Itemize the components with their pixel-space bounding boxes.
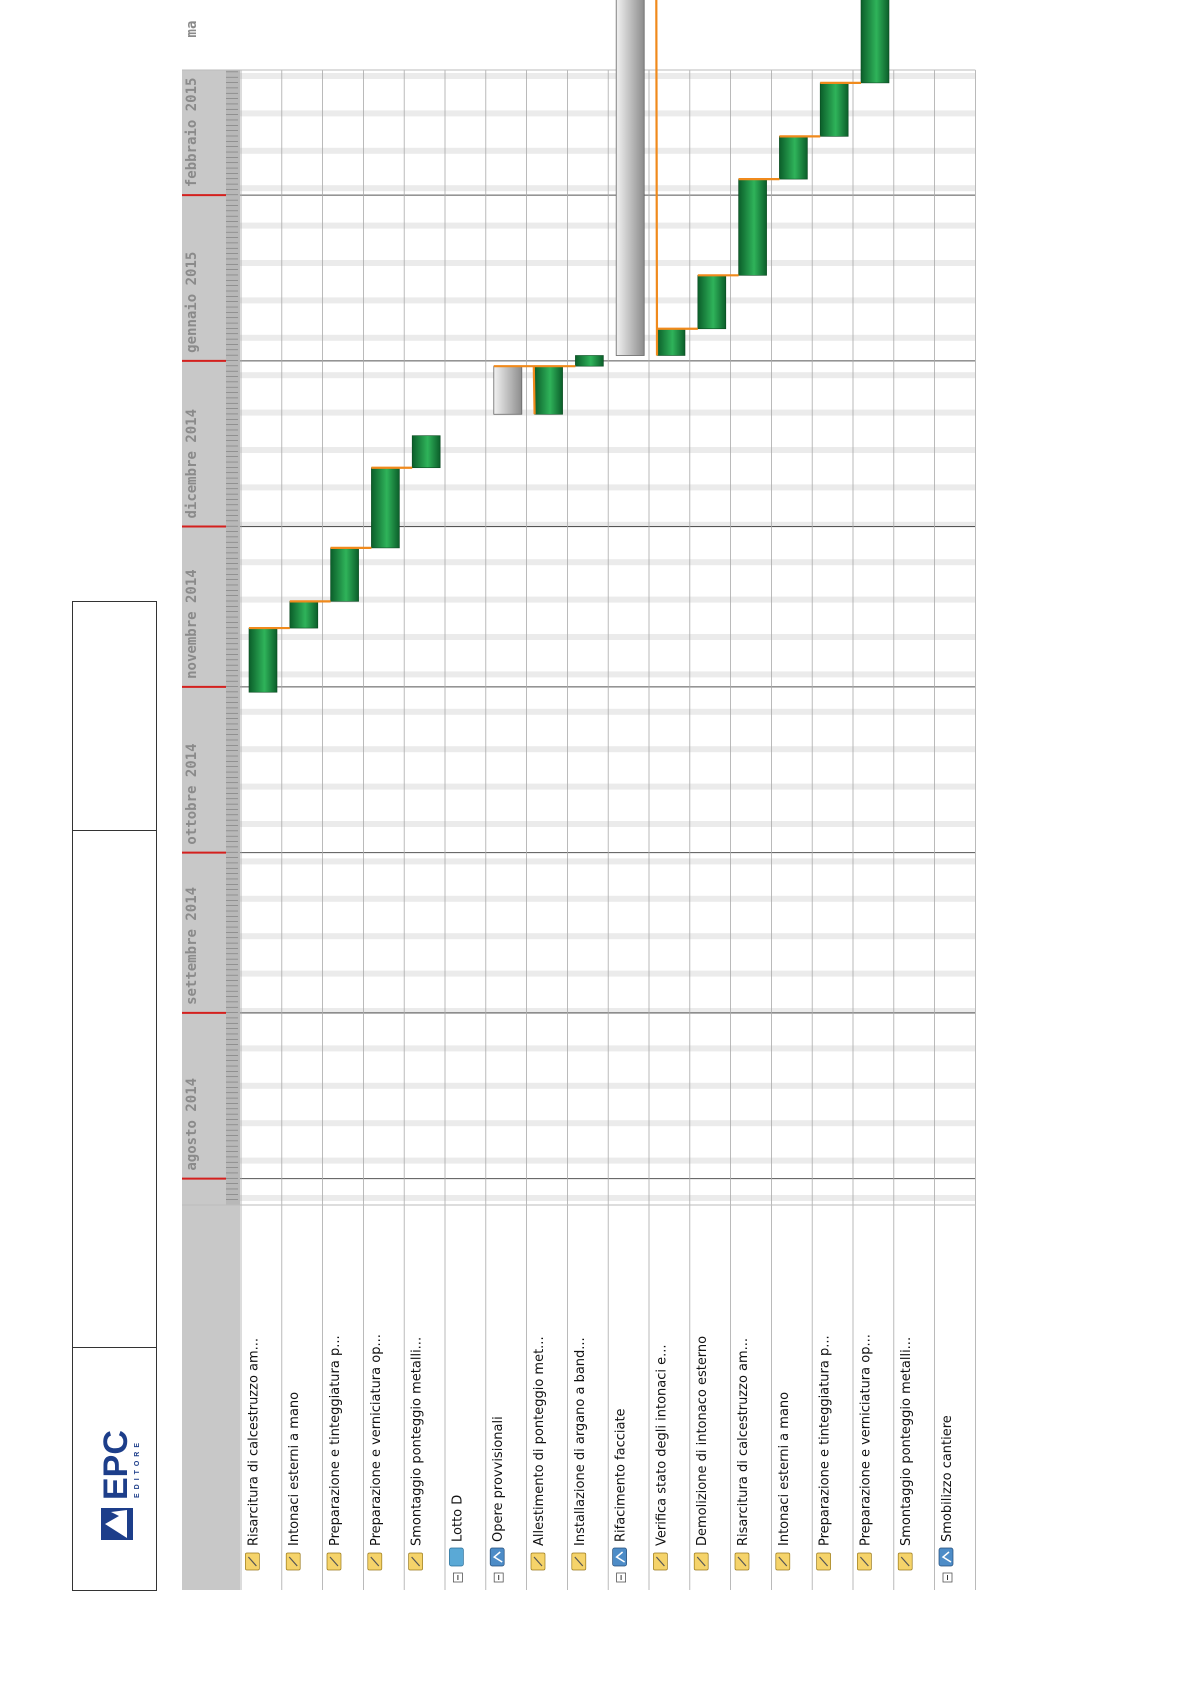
task-bar	[657, 329, 685, 356]
row-label-group	[898, 1337, 914, 1570]
month-label: settembre 2014	[184, 886, 200, 1005]
week-stripe	[240, 896, 975, 902]
week-stripe	[240, 634, 975, 640]
bars	[249, 0, 971, 692]
row-label-group	[368, 1334, 384, 1570]
row-label: Preparazione e tinteggiatura p...	[328, 1335, 343, 1546]
row-label-group	[735, 1338, 751, 1570]
row-label-group	[613, 1408, 629, 1582]
row-label-group	[327, 1335, 343, 1570]
week-stripes	[240, 73, 975, 1201]
row-label-group	[449, 1495, 465, 1582]
week-stripe	[240, 1120, 975, 1126]
week-stripe	[240, 110, 975, 116]
month-label: novembre 2014	[184, 569, 200, 679]
month-lines	[182, 195, 975, 1178]
day-scale	[226, 70, 240, 1205]
row-label: Preparazione e verniciatura op...	[368, 1334, 384, 1546]
task-bar	[739, 179, 767, 275]
row-label-group	[776, 1392, 792, 1570]
week-stripe	[240, 185, 975, 191]
week-stripe	[240, 335, 975, 341]
row-label-group	[490, 1416, 506, 1582]
row-label-group	[531, 1336, 547, 1570]
logo-subtitle: EDITORE	[134, 1439, 141, 1498]
month-label: ottobre 2014	[184, 743, 200, 845]
row-label: Smontaggio ponteggio metalli...	[409, 1336, 425, 1546]
summary-icon	[490, 1548, 504, 1566]
task-bar	[861, 0, 889, 83]
row-label: Risarcitura di calcestruzzo am...	[246, 1337, 262, 1546]
row-label: Demolizione di intonaco esterno	[695, 1335, 711, 1546]
week-stripe	[240, 709, 975, 715]
row-label-group	[939, 1415, 955, 1582]
links	[249, 0, 902, 628]
week-stripe	[240, 484, 975, 490]
task-bar	[331, 548, 359, 601]
row-label: Intonaci esterni a mano	[776, 1391, 792, 1546]
week-stripe	[240, 971, 975, 977]
task-bar	[290, 601, 318, 628]
summary-icon	[939, 1548, 953, 1566]
row-label-group	[653, 1344, 669, 1570]
month-label: dicembre 2014	[184, 408, 200, 519]
row-label-group	[694, 1336, 710, 1570]
task-bar	[698, 275, 726, 328]
month-label: febbraio 2015	[184, 77, 200, 188]
row-label: Risarcitura di calcestruzzo am...	[736, 1337, 751, 1546]
row-label: Intonaci esterni a mano	[287, 1391, 303, 1546]
task-bar	[535, 366, 563, 414]
row-label: Verifica stato degli intonaci e...	[654, 1344, 670, 1546]
month-label: ma	[184, 20, 200, 38]
week-stripe	[240, 410, 975, 416]
row-label: Lotto D	[450, 1494, 466, 1542]
week-stripe	[240, 372, 975, 378]
row-label: Allestimento di ponteggio met...	[532, 1336, 547, 1546]
row-label-group	[245, 1338, 261, 1570]
row-label-group	[817, 1335, 833, 1570]
task-bar	[249, 628, 277, 692]
row-label-group	[409, 1337, 425, 1570]
week-stripe	[240, 1083, 975, 1089]
week-stripe	[240, 821, 975, 827]
week-stripe	[240, 933, 975, 939]
summary-bar	[616, 0, 644, 355]
week-stripe	[240, 297, 975, 303]
task-bar	[820, 83, 848, 136]
week-stripe	[240, 784, 975, 790]
week-stripe	[240, 1195, 975, 1201]
row-label-group	[286, 1392, 302, 1570]
summary-bar	[494, 366, 522, 414]
week-stripe	[240, 1045, 975, 1051]
week-stripe	[240, 671, 975, 677]
week-stripe	[240, 746, 975, 752]
week-stripe	[240, 260, 975, 266]
summary-icon	[613, 1548, 627, 1566]
task-bar	[412, 436, 440, 468]
row-label: Smobilizzo cantiere	[940, 1415, 955, 1542]
week-stripe	[240, 858, 975, 864]
row-label-group	[572, 1337, 588, 1570]
month-label: gennaio 2015	[184, 251, 200, 353]
task-bar	[779, 136, 807, 179]
week-stripe	[240, 1158, 975, 1164]
week-stripe	[240, 148, 975, 154]
row-label-group	[857, 1334, 873, 1570]
month-label: agosto 2014	[184, 1077, 200, 1171]
row-label: Smontaggio ponteggio metalli...	[899, 1336, 915, 1546]
row-label: Opere provvisionali	[491, 1416, 507, 1542]
week-stripe	[240, 223, 975, 229]
row-label: Preparazione e verniciatura op...	[858, 1334, 874, 1546]
task-bar	[575, 355, 603, 366]
row-label: Installazione di argano a band...	[572, 1337, 588, 1546]
logo-brand: EPC	[97, 1430, 135, 1500]
task-bar	[371, 468, 399, 548]
week-stripe	[240, 447, 975, 453]
row-label: Preparazione e tinteggiatura p...	[817, 1335, 833, 1546]
folder-icon	[449, 1548, 463, 1566]
row-label: Rifacimento facciate	[613, 1408, 629, 1542]
